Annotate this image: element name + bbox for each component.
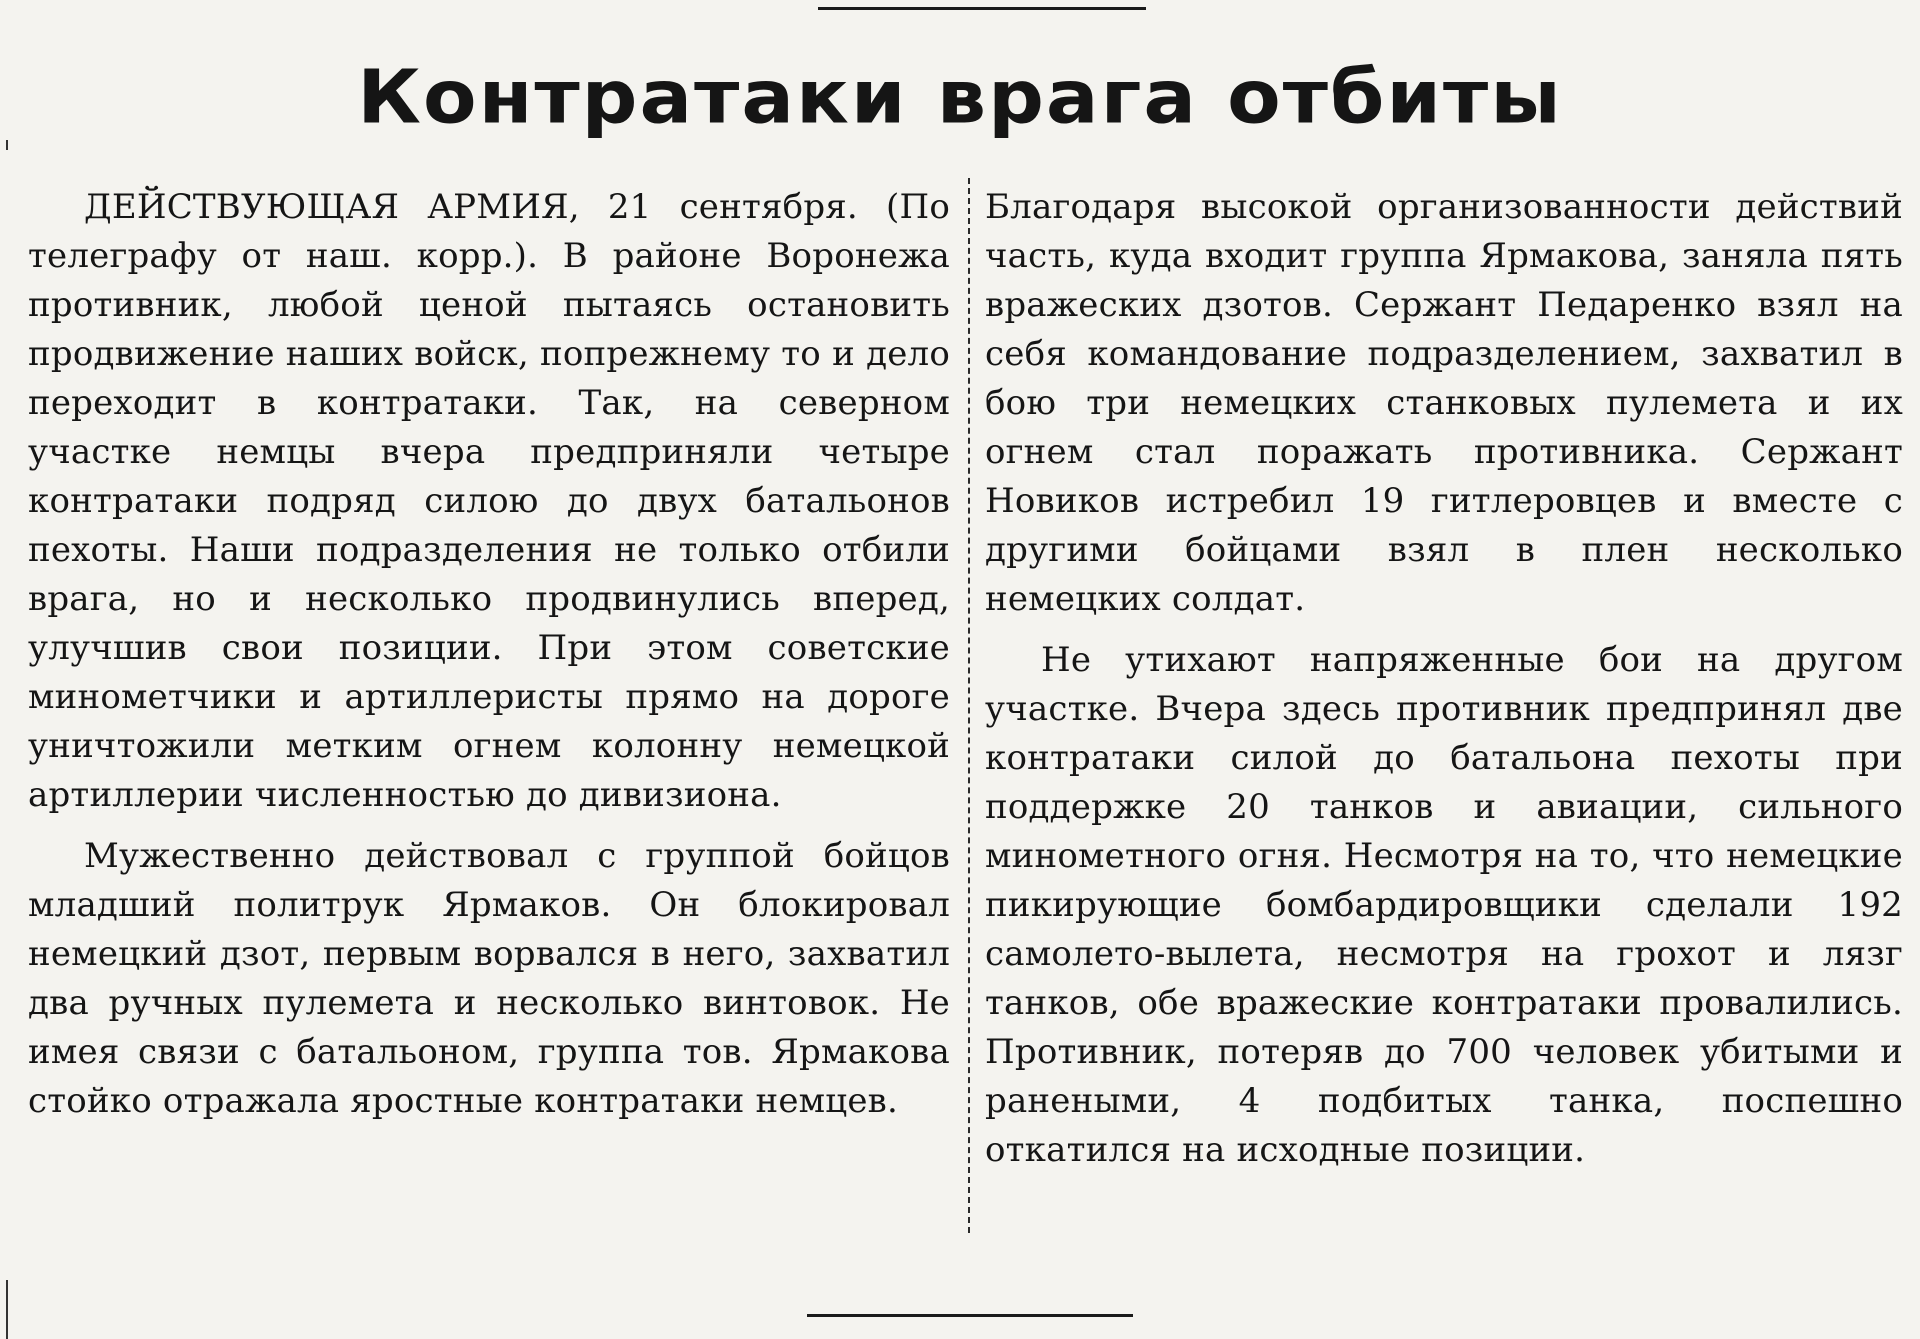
left-column xyxy=(28,183,950,1126)
left-edge-mark-bottom xyxy=(6,1280,8,1339)
column-divider xyxy=(968,178,970,1233)
bottom-rule xyxy=(807,1314,1133,1317)
top-rule xyxy=(818,7,1146,10)
right-column xyxy=(985,183,1903,1175)
right-paragraph-1: Благодаря высокой организованности действий часть, куда входит группа Ярмакова, заняла пять вражеских дзотов. Сержант Педаренко взял на себя командование подразделением, захватил в бою три немецких станковых пулемета и их огнем стал поражать противника. Сержант Новиков истребил 19 гитлеровцев и вместе с другими бойцами взял в плен несколько немецких солдат. xyxy=(985,187,1903,619)
right-paragraph-2: Не утихают напряженные бои на другом участке. Вчера здесь противник предпринял две контратаки силой до батальона пехоты при поддержке 20 танков и авиации, сильного минометного огня. Несмотря на то, что немецкие пикирующие бомбардировщики сделали 192 самолето-вылета, несмотря на грохот и лязг танков, обе вражеские контратаки провалились. Противник, потеряв до 700 человек убитыми и ранеными, 4 подбитых танка, поспешно откатился на исходные позиции. xyxy=(985,640,1903,1170)
left-paragraph-2: Мужественно действовал с группой бойцов младший политрук Ярмаков. Он блокировал немецкий дзот, первым ворвался в него, захватил два ручных пулемета и несколько винтовок. Не имея связи с батальоном, группа тов. Ярмакова стойко отражала яростные контратаки немцев. xyxy=(28,836,950,1121)
left-paragraph-1: ДЕЙСТВУЮЩАЯ АРМИЯ, 21 сентября. (По телеграфу от наш. корр.). В районе Воронежа противник, любой ценой пытаясь остановить продвижение наших войск, попрежнему то и дело переходит в контратаки. Так, на северном участке немцы вчера предприняли четыре контратаки подряд силою до двух батальонов пехоты. Наши подразделения не только отбили врага, но и несколько продвинулись вперед, улучшив свои позиции. При этом советские минометчики и артиллеристы прямо на дороге уничтожили метким огнем колонну немецкой артиллерии численностью до дивизиона. xyxy=(28,187,950,815)
article-title: Контратаки врага отбиты xyxy=(357,55,1563,141)
